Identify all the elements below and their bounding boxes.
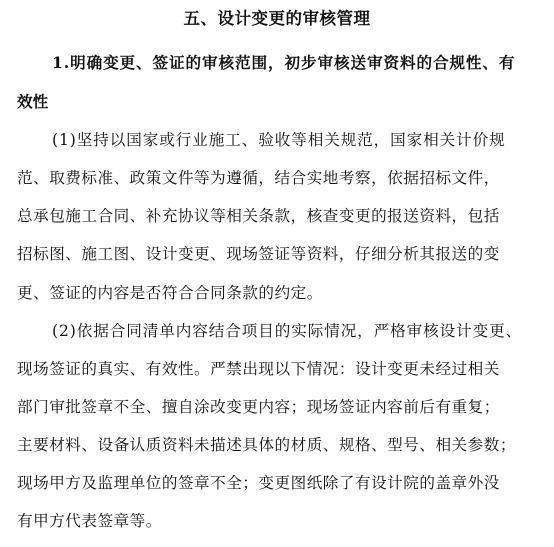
paragraph-line: 有甲方代表签章等。: [17, 512, 162, 530]
paragraph-line: 更、签证的内容是否符合合同条款的约定。: [17, 284, 323, 302]
paragraph-line: 现场签证的真实、有效性。严禁出现以下情况：设计变更未经过相关: [17, 360, 500, 378]
section-title: 五、设计变更的审核管理: [183, 9, 371, 28]
paragraph-line: 主要材料、设备认质资料未描述具体的材质、规格、型号、相关参数；: [17, 436, 516, 454]
paragraph-line: (1)坚持以国家或行业施工、验收等相关规范，国家相关计价规: [52, 131, 506, 149]
paragraph-line: 范、取费标准、政策文件等为遵循，结合实地考察，依据招标文件，: [17, 169, 500, 187]
paragraph-line: 现场甲方及监理单位的签章不全；变更图纸除了有设计院的盖章外没: [17, 474, 500, 492]
paragraph-line: (2)依据合同清单内容结合项目的实际情况，严格审核设计变更、: [52, 322, 523, 340]
subheading-line: 1.明确变更、签证的审核范围，初步审核送审资料的合规性、有: [52, 53, 516, 72]
subheading-line: 效性: [17, 92, 49, 111]
paragraph-line: 总承包施工合同、补充协议等相关条款，核查变更的报送资料，包括: [17, 207, 500, 225]
paragraph-line: 招标图、施工图、设计变更、现场签证等资料，仔细分析其报送的变: [17, 245, 500, 263]
paragraph-line: 部门审批签章不全、擅自涂改变更内容；现场签证内容前后有重复；: [17, 398, 500, 416]
